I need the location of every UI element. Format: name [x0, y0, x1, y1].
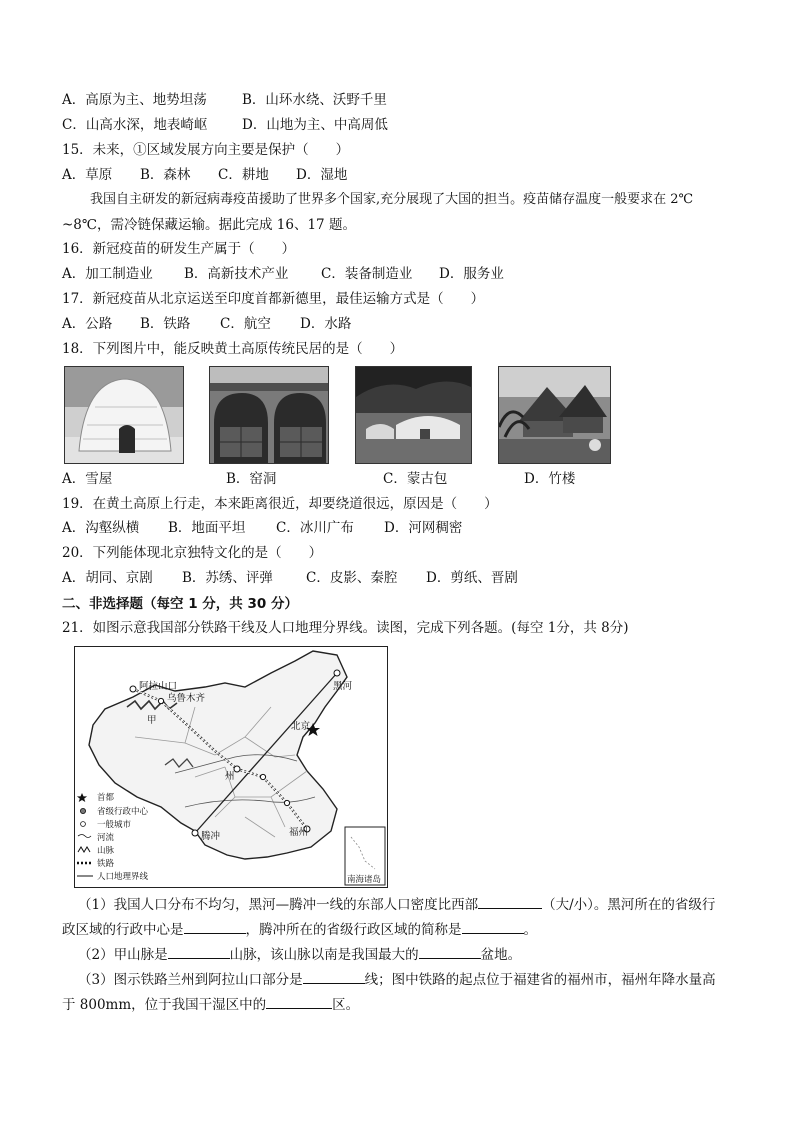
q15-option-d[interactable]: D．湿地 — [296, 167, 348, 183]
q20-option-c[interactable]: C．皮影、秦腔 — [306, 570, 398, 586]
q20-options — [62, 569, 518, 587]
legend-boundary: 人口地理界线 — [97, 872, 149, 882]
cave-dwelling-photo[interactable] — [209, 366, 329, 464]
map-label-zhou: 州 — [225, 771, 235, 782]
q21-part2: （2）甲山脉是 山脉，该山脉以南是我国最大的 盆地。 — [78, 944, 521, 964]
map-label-nanhai: 南海诸岛 — [347, 875, 382, 885]
map-label-tengchong: 腾冲 — [201, 831, 221, 842]
q21-blank-5[interactable] — [419, 944, 481, 959]
q19-option-b[interactable]: B．地面平坦 — [168, 520, 246, 536]
q21-part1-line2: 政区域的行政中心是 ，腾冲所在的省级行政区域的简称是 。 — [62, 919, 537, 939]
q20-option-d[interactable]: D．剪纸、晋剧 — [426, 570, 518, 586]
map-label-alashankou: 阿拉山口 — [139, 681, 178, 692]
q18-option-c[interactable]: C．蒙古包 — [383, 471, 448, 487]
legend-city-icon — [81, 822, 86, 827]
map-label-jia: 甲 — [147, 715, 157, 726]
q15-option-c[interactable]: C．耕地 — [218, 167, 269, 183]
map-label-fuzhou: 福州 — [289, 827, 309, 838]
map-label-heihe: 黑河 — [333, 681, 353, 692]
q21-blank-3[interactable] — [462, 919, 524, 934]
q17-option-a[interactable]: A．公路 — [62, 316, 113, 332]
bamboo-house-photo[interactable] — [498, 366, 611, 464]
q21-blank-2[interactable] — [184, 919, 246, 934]
q16-options — [62, 265, 504, 283]
legend-railway: 铁路 — [97, 859, 115, 869]
q18-option-d[interactable]: D．竹楼 — [524, 471, 576, 487]
q16-stem: 16．新冠疫苗的研发生产属于（ ） — [62, 241, 296, 257]
q19-option-c[interactable]: C．冰川广布 — [276, 520, 354, 536]
q16-option-c[interactable]: C．装备制造业 — [321, 266, 413, 282]
igloo-photo[interactable] — [64, 366, 184, 464]
q19-option-d[interactable]: D．河网稠密 — [384, 520, 463, 536]
passage-line-2: ~8℃，需冷链保藏运输。据此完成 16、17 题。 — [62, 217, 356, 233]
q20-option-a[interactable]: A．胡同、京剧 — [62, 570, 153, 586]
legend-provincial-icon — [80, 808, 85, 813]
legend-provincial: 省级行政中心 — [97, 807, 149, 817]
q21-stem: 21．如图示意我国部分铁路干线及人口地理分界线。读图，完成下列各题。(每空 1分，共 8分) — [62, 620, 629, 636]
q17-option-c[interactable]: C．航空 — [220, 316, 271, 332]
q18-option-b[interactable]: B．窑洞 — [226, 471, 277, 487]
q16-option-b[interactable]: B．高新技术产业 — [184, 266, 289, 282]
q15-options — [62, 166, 347, 184]
q16-option-a[interactable]: A．加工制造业 — [62, 266, 153, 282]
legend-city: 一般城市 — [97, 820, 132, 830]
q14-option-d[interactable]: D．山地为主、中高周低 — [242, 117, 388, 133]
legend-river: 河流 — [97, 833, 115, 843]
q17-stem: 17．新冠疫苗从北京运送至印度首都新德里，最佳运输方式是（ ） — [62, 291, 485, 307]
q21-part3-line1: （3）图示铁路兰州到阿拉山口部分是 线；图中铁路的起点位于福建省的福州市，福州年降水量高 — [78, 969, 716, 989]
legend-mountain: 山脉 — [97, 846, 115, 856]
legend-mountain-icon — [78, 847, 90, 852]
q15-option-a[interactable]: A．草原 — [62, 167, 113, 183]
q20-option-b[interactable]: B．苏绣、评弹 — [182, 570, 273, 586]
q18-stem: 18．下列图片中，能反映黄土高原传统民居的是（ ） — [62, 341, 404, 357]
q21-part3-line2: 于 800mm，位于我国干湿区中的 区。 — [62, 994, 359, 1014]
q18-option-a[interactable]: A．雪屋 — [62, 471, 113, 487]
legend-capital: 首都 — [97, 793, 115, 803]
q17-option-d[interactable]: D．水路 — [300, 316, 352, 332]
q19-option-a[interactable]: A．沟壑纵横 — [62, 520, 140, 536]
q15-stem: 15．未来，①区域发展方向主要是保护（ ） — [62, 142, 350, 158]
q21-part1-line1: （1）我国人口分布不均匀，黑河—腾冲一线的东部人口密度比西部 （大/小）。黑河所在的省级行 — [78, 894, 715, 914]
map-legend — [77, 792, 149, 882]
legend-river-icon — [78, 835, 91, 838]
q21-blank-7[interactable] — [266, 994, 332, 1009]
map-label-beijing: 北京 — [291, 721, 311, 732]
section-2-heading: 二、非选择题（每空 1 分，共 30 分） — [62, 596, 298, 612]
q14-options-row2 — [62, 116, 388, 134]
q14-option-b[interactable]: B．山环水绕、沃野千里 — [242, 92, 387, 108]
q17-options — [62, 315, 351, 333]
q14-options-row1 — [62, 91, 387, 109]
q21-blank-6[interactable] — [303, 969, 365, 984]
q16-option-d[interactable]: D．服务业 — [439, 266, 504, 282]
q14-option-c[interactable]: C．山高水深，地表崎岖 — [62, 117, 208, 133]
q21-blank-1[interactable] — [478, 894, 542, 909]
china-railway-map — [74, 646, 388, 888]
q17-option-b[interactable]: B．铁路 — [140, 316, 191, 332]
yurt-photo[interactable] — [355, 366, 472, 464]
q19-stem: 19．在黄土高原上行走，本来距离很近，却要绕道很远，原因是（ ） — [62, 496, 498, 512]
map-label-urumqi: 乌鲁木齐 — [167, 693, 206, 704]
q14-option-a[interactable]: A．高原为主、地势坦荡 — [62, 92, 207, 108]
passage-line-1: 我国自主研发的新冠病毒疫苗援助了世界多个国家,充分展现了大国的担当。疫苗储存温度一般要求在 2℃ — [90, 192, 694, 207]
legend-star-icon — [77, 793, 87, 802]
q20-stem: 20．下列能体现北京独特文化的是（ ） — [62, 545, 323, 561]
q21-blank-4[interactable] — [168, 944, 230, 959]
q19-options — [62, 519, 462, 537]
q15-option-b[interactable]: B．森林 — [140, 167, 191, 183]
